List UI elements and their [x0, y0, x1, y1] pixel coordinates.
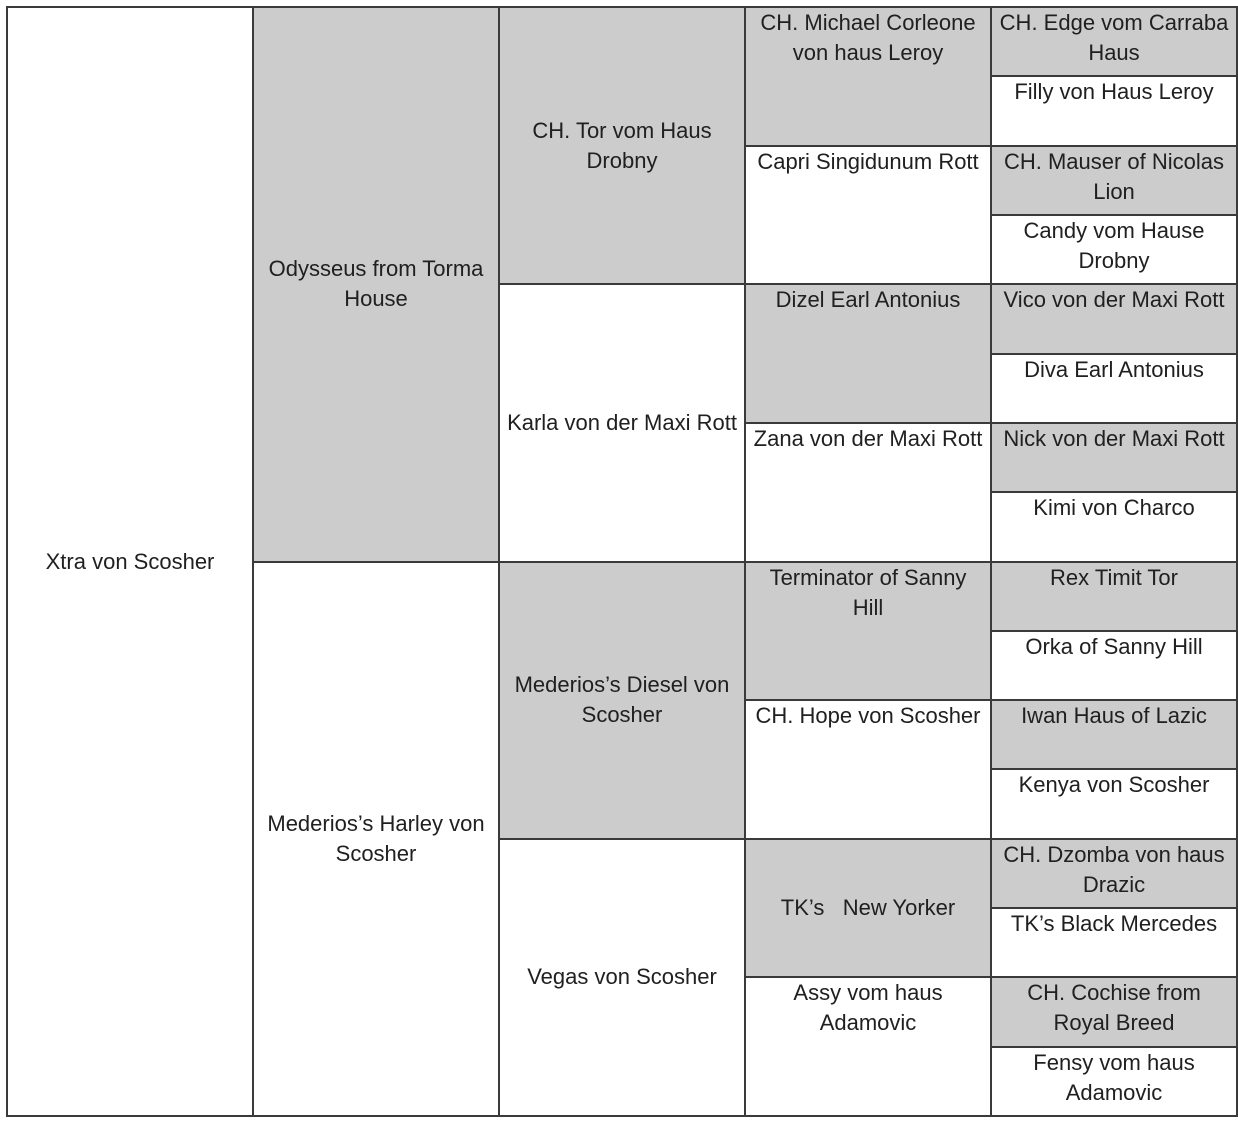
ancestor-cell-2 — [991, 76, 1237, 145]
sire-sire-sire-cell — [745, 7, 991, 146]
dam-name: Mederios’s Harley von Scosher — [267, 810, 485, 866]
dam-dam-name: Vegas von Scosher — [527, 964, 717, 990]
dam-sire-dam-name: CH. Hope von Scosher — [755, 703, 981, 729]
subject-dog-cell — [7, 7, 253, 1116]
ancestor-cell-4 — [991, 215, 1237, 284]
dam-cell — [253, 562, 499, 1117]
subject-dog-name: Xtra von Scosher — [45, 548, 215, 574]
ancestor-cell-14 — [991, 908, 1237, 977]
ancestor-name-12: Kenya von Scosher — [1018, 772, 1210, 798]
dam-dam-sire-name: TK’s New Yorker — [780, 895, 956, 921]
ancestor-name-5: Vico von der Maxi Rott — [1003, 287, 1225, 313]
sire-name: Odysseus from Torma House — [268, 256, 484, 312]
ancestor-name-14: TK’s Black Mercedes — [1010, 911, 1218, 937]
ancestor-name-9: Rex Timit Tor — [1050, 564, 1178, 590]
ancestor-cell-12 — [991, 769, 1237, 838]
sire-sire-name: CH. Tor vom Haus Drobny — [532, 117, 712, 173]
dam-sire-name: Mederios’s Diesel von Scosher — [514, 672, 730, 728]
sire-sire-dam-cell — [745, 146, 991, 285]
dam-sire-dam-cell — [745, 700, 991, 839]
ancestor-name-16: Fensy vom haus Adamovic — [1033, 1049, 1195, 1105]
ancestor-cell-11 — [991, 700, 1237, 769]
sire-dam-sire-cell — [745, 284, 991, 423]
ancestor-name-2: Filly von Haus Leroy — [1014, 79, 1214, 105]
ancestor-name-8: Kimi von Charco — [1033, 495, 1195, 521]
dam-dam-sire-cell — [745, 839, 991, 978]
ancestor-name-3: CH. Mauser of Nicolas Lion — [1003, 148, 1225, 204]
ancestor-cell-16 — [991, 1047, 1237, 1116]
ancestor-name-11: Iwan Haus of Lazic — [1021, 703, 1207, 729]
sire-dam-dam-cell — [745, 423, 991, 562]
ancestor-name-10: Orka of Sanny Hill — [1025, 633, 1203, 659]
ancestor-cell-7 — [991, 423, 1237, 492]
ancestor-name-4: Candy vom Hause Drobny — [1023, 217, 1205, 273]
ancestor-name-1: CH. Edge vom Carraba Haus — [999, 10, 1229, 65]
sire-cell — [253, 7, 499, 562]
sire-dam-cell — [499, 284, 745, 561]
ancestor-name-13: CH. Dzomba von haus Drazic — [1003, 841, 1225, 897]
sire-sire-dam-name: Capri Singidunum Rott — [757, 148, 979, 174]
dam-sire-sire-cell — [745, 562, 991, 701]
pedigree-chart — [6, 6, 1238, 1117]
sire-dam-name: Karla von der Maxi Rott — [507, 409, 737, 435]
dam-sire-cell — [499, 562, 745, 839]
ancestor-name-15: CH. Cochise from Royal Breed — [1027, 980, 1201, 1036]
ancestor-cell-6 — [991, 354, 1237, 423]
sire-sire-cell — [499, 7, 745, 284]
ancestor-cell-3 — [991, 146, 1237, 215]
ancestor-cell-1 — [991, 7, 1237, 76]
dam-sire-sire-name: Terminator of Sanny Hill — [769, 564, 967, 620]
sire-dam-sire-name: Dizel Earl Antonius — [775, 287, 961, 313]
ancestor-cell-10 — [991, 631, 1237, 700]
ancestor-cell-9 — [991, 562, 1237, 631]
ancestor-cell-5 — [991, 284, 1237, 353]
dam-dam-dam-cell — [745, 977, 991, 1116]
sire-sire-sire-name: CH. Michael Corleone von haus Leroy — [760, 10, 976, 65]
dam-dam-dam-name: Assy vom haus Adamovic — [793, 980, 943, 1036]
ancestor-cell-13 — [991, 839, 1237, 908]
dam-dam-cell — [499, 839, 745, 1116]
sire-dam-dam-name: Zana von der Maxi Rott — [753, 425, 983, 451]
ancestor-cell-8 — [991, 492, 1237, 561]
ancestor-name-7: Nick von der Maxi Rott — [1003, 425, 1225, 451]
ancestor-cell-15 — [991, 977, 1237, 1046]
ancestor-name-6: Diva Earl Antonius — [1024, 356, 1204, 382]
